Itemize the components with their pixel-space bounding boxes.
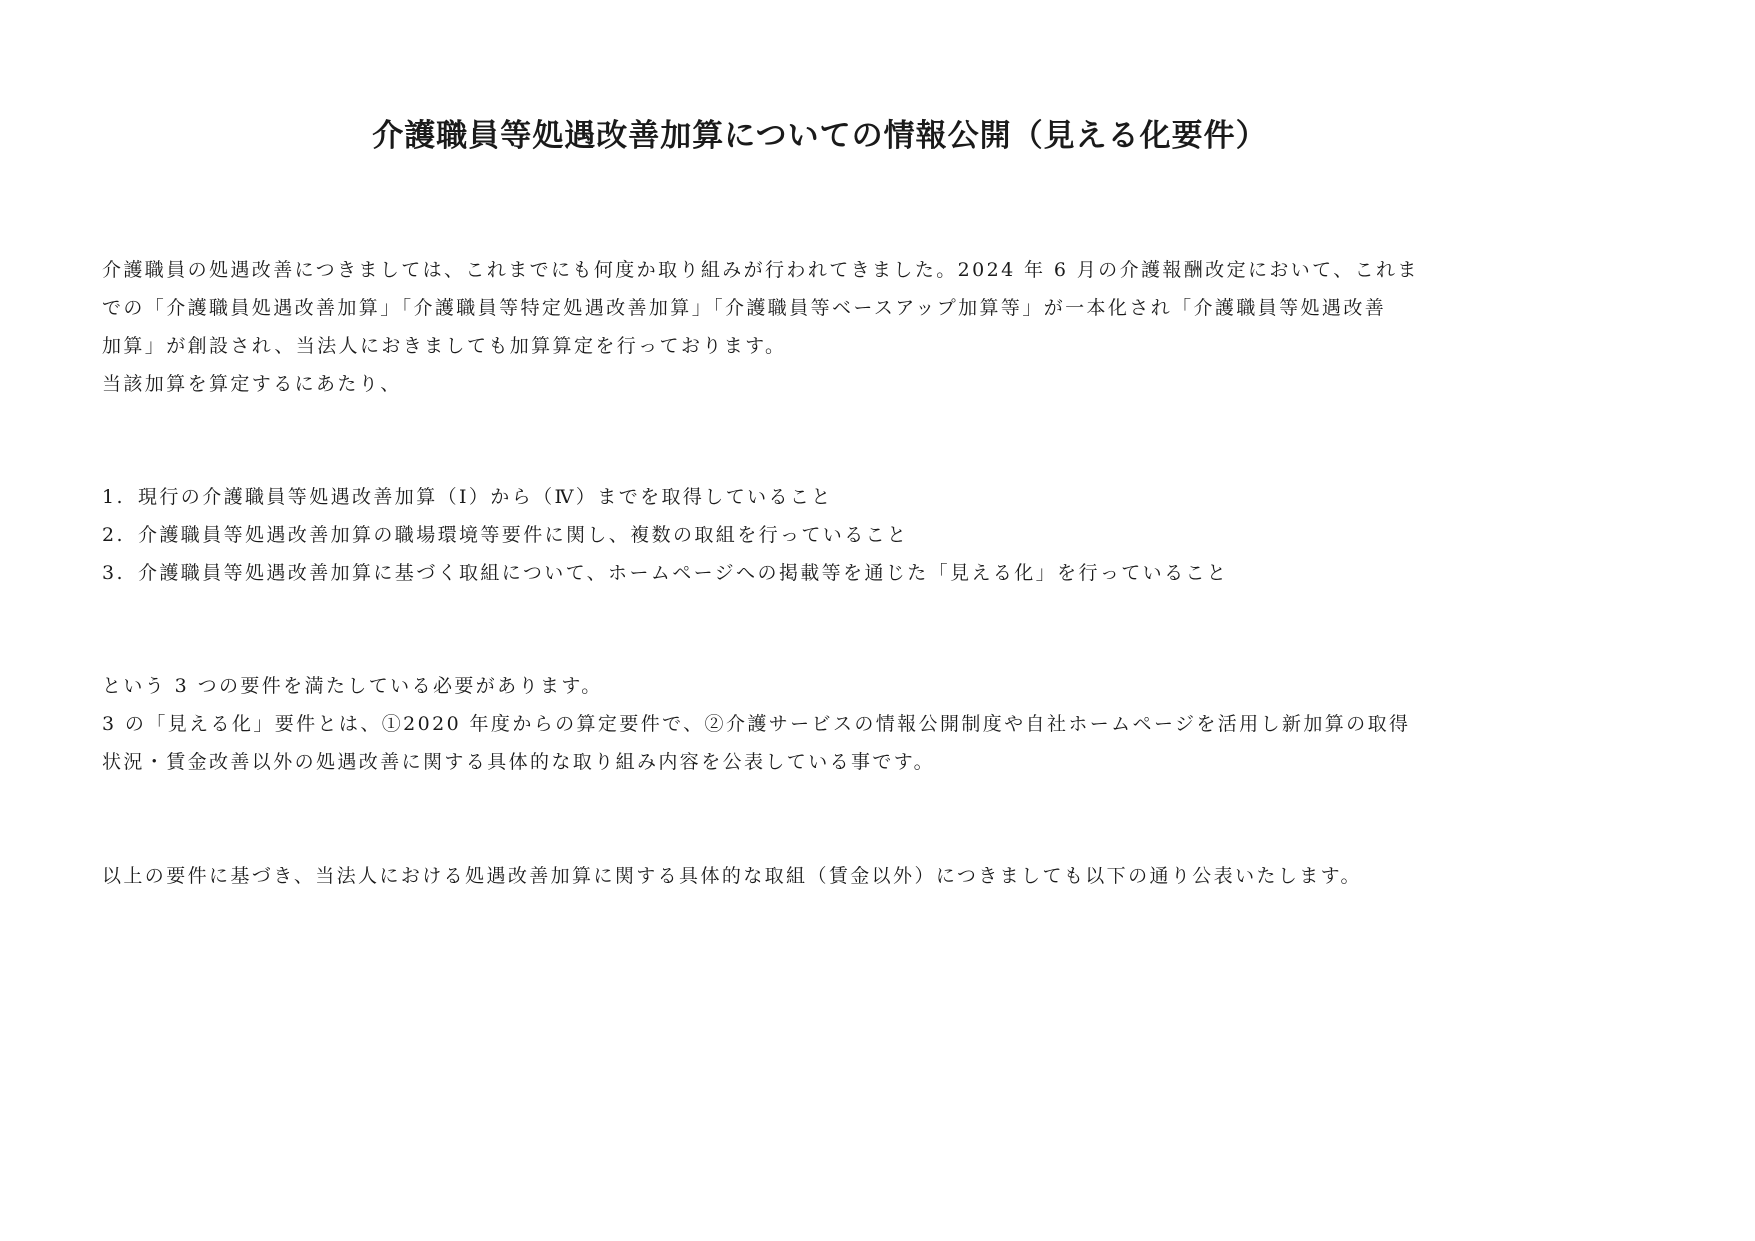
list-item-number: 1. bbox=[102, 486, 125, 508]
list-item bbox=[102, 554, 1562, 592]
list-item bbox=[102, 478, 1562, 516]
summary-paragraph bbox=[102, 667, 1562, 781]
list-item-text: 現行の介護職員等処遇改善加算（Ⅰ）から（Ⅳ）までを取得していること bbox=[138, 486, 833, 508]
intro-line: 加算」が創設され、当法人におきましても加算算定を行っております。 bbox=[102, 335, 787, 357]
intro-paragraph bbox=[102, 251, 1562, 403]
requirements-list bbox=[102, 478, 1562, 592]
intro-line: 介護職員の処遇改善につきましては、これまでにも何度か取り組みが行われてきました。2024 年 6 月の介護報酬改定において、これま bbox=[102, 259, 1419, 281]
summary-line: 状況・賃金改善以外の処遇改善に関する具体的な取り組み内容を公表している事です。 bbox=[102, 751, 936, 773]
page-title: 介護職員等処遇改善加算についての情報公開（見える化要件） bbox=[372, 118, 1268, 154]
summary-line: 3 の「見える化」要件とは、①2020 年度からの算定要件で、②介護サービスの情報公開制度や自社ホームページを活用し新加算の取得 bbox=[102, 713, 1411, 735]
list-item-number: 2. bbox=[102, 524, 125, 546]
list-item bbox=[102, 516, 1562, 554]
closing-line: 以上の要件に基づき、当法人における処遇改善加算に関する具体的な取組（賃金以外）につきましても以下の通り公表いたします。 bbox=[102, 865, 1362, 887]
list-item-number: 3. bbox=[102, 562, 125, 584]
list-item-text: 介護職員等処遇改善加算に基づく取組について、ホームページへの掲載等を通じた「見える化」を行っていること bbox=[138, 562, 1229, 584]
intro-line: 当該加算を算定するにあたり、 bbox=[102, 373, 402, 395]
closing-paragraph bbox=[102, 857, 1562, 895]
intro-line: での「介護職員処遇改善加算」「介護職員等特定処遇改善加算」「介護職員等ベースアップ加算等」が一本化され「介護職員等処遇改善 bbox=[102, 297, 1387, 319]
list-item-text: 介護職員等処遇改善加算の職場環境等要件に関し、複数の取組を行っていること bbox=[138, 524, 909, 546]
summary-line: という 3 つの要件を満たしている必要があります。 bbox=[102, 675, 603, 697]
